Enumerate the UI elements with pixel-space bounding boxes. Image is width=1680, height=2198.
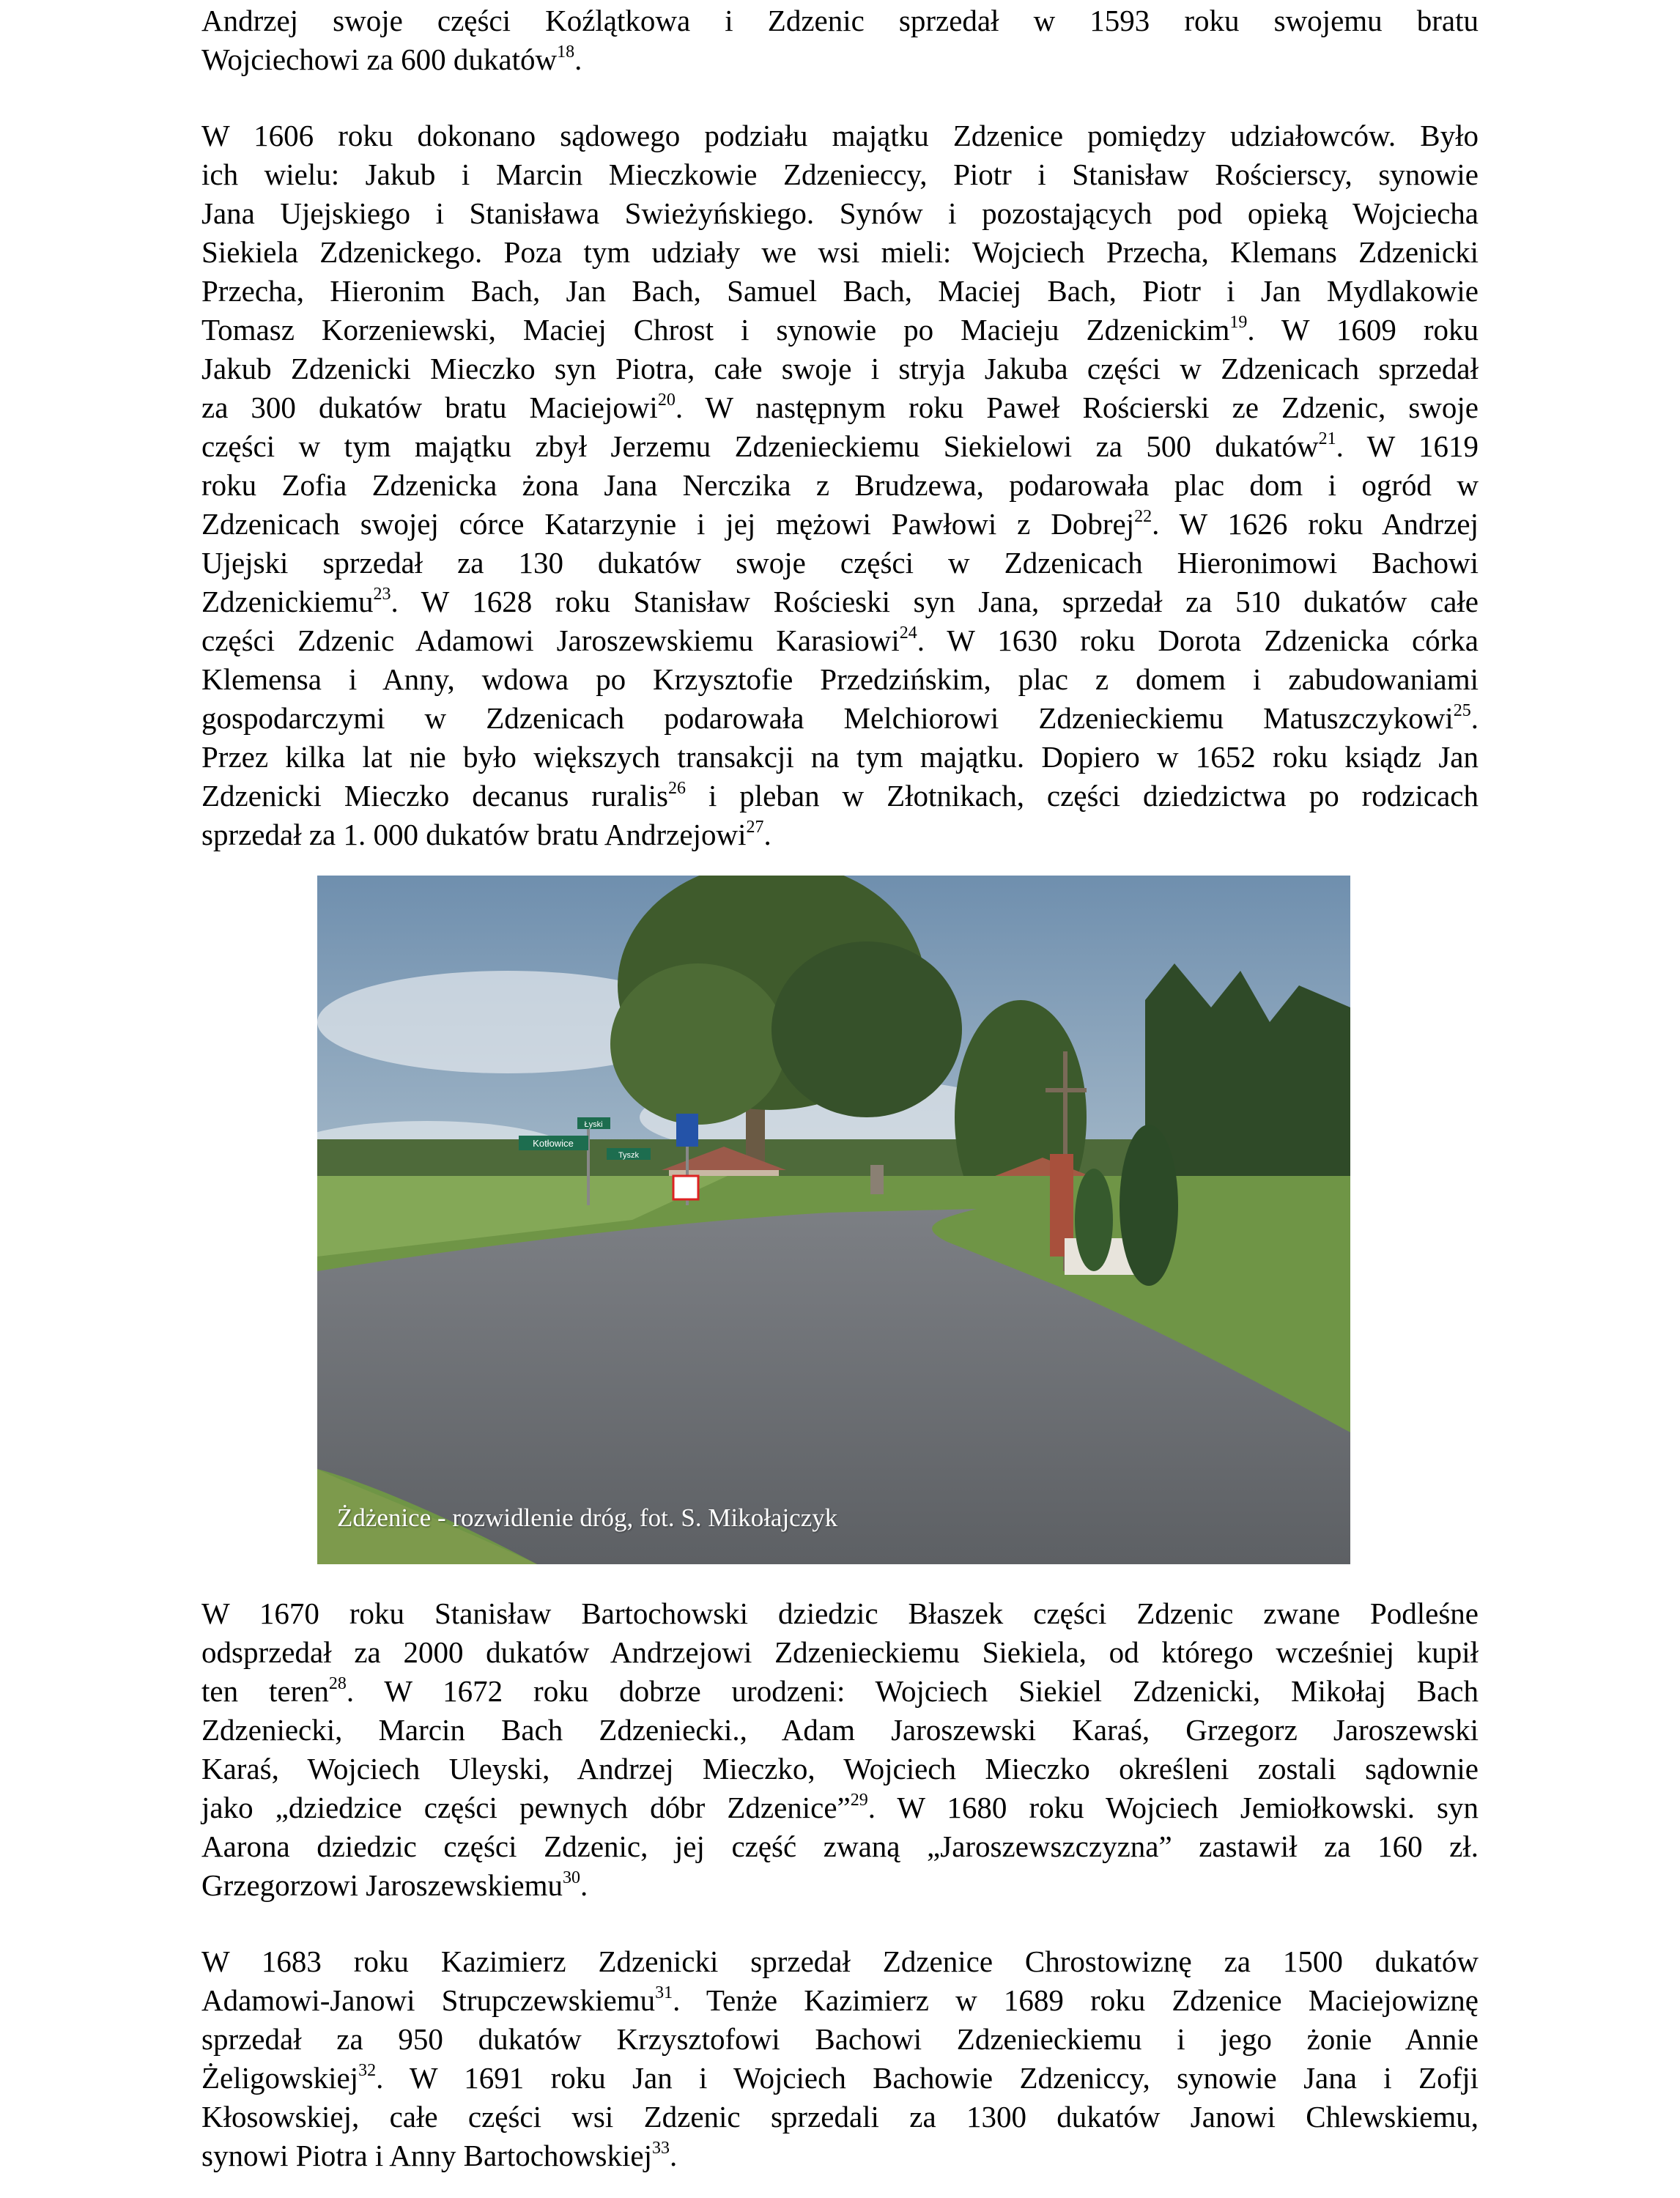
line-text: W 1670 roku Stanisław Bartochowski dziedzic Błaszek części Zdzenic zwane Podleśne	[201, 1596, 1479, 1630]
blue-sign	[676, 1114, 698, 1147]
text-line	[201, 815, 1479, 854]
line-text: sprzedał za 1. 000 dukatów bratu Andrzejowi	[201, 818, 747, 851]
photo-illustration	[317, 876, 1350, 1564]
text-line	[201, 233, 1479, 272]
line-text: W 1683 roku Kazimierz Zdzenicki sprzedał Zdzenice Chrostowiznę za 1500 dukatów	[201, 1944, 1479, 1978]
text-line	[201, 738, 1479, 777]
footnote-ref: 24	[899, 623, 917, 643]
text-line	[201, 1981, 1479, 2020]
line-text: Karaś, Wojciech Uleyski, Andrzej Mieczko, Wojciech Mieczko określeni zostali sądownie	[201, 1752, 1479, 1786]
text-line	[201, 1, 1479, 40]
text-line	[201, 116, 1479, 155]
line-text: części Zdzenic Adamowi Jaroszewskiemu Karasiowi	[201, 623, 900, 657]
line-text: .	[669, 2139, 678, 2172]
text-line	[201, 1866, 1479, 1905]
footnote-ref: 25	[1453, 701, 1471, 720]
line-text: synowi Piotra i Anny Bartochowskiej	[201, 2139, 652, 2172]
footnote-ref: 32	[358, 2061, 377, 2080]
line-text: . W 1628 roku Stanisław Rościeski syn Jana, sprzedał za 510 dukatów całe	[391, 585, 1479, 618]
text-line	[201, 311, 1479, 349]
line-text: Żeligowskiej	[201, 2061, 359, 2095]
line-text: Ujejski sprzedał za 130 dukatów swoje części w Zdzenicach Hieronimowi Bachowi	[201, 546, 1479, 580]
line-text: Zdzenickiemu	[201, 585, 374, 618]
line-text: . W 1680 roku Wojciech Jemiołkowski. syn	[867, 1791, 1479, 1824]
line-text: Klemensa i Anny, wdowa po Krzysztofie Przedzińskim, plac z domem i zabudowaniami	[201, 662, 1479, 696]
text-line	[201, 466, 1479, 505]
line-text: gospodarczymi w Zdzenicach podarowała Melchiorowi Zdzenieckiemu Matuszczykowi	[201, 701, 1454, 735]
line-text: części w tym majątku zbył Jerzemu Zdzenieckiemu Siekielowi za 500 dukatów	[201, 429, 1319, 463]
line-text: za 300 dukatów bratu Maciejowi	[201, 391, 658, 424]
line-text: Zdzeniecki, Marcin Bach Zdzeniecki., Adam Jaroszewski Karaś, Grzegorz Jaroszewski	[201, 1713, 1479, 1747]
line-text: Adamowi-Janowi Strupczewskiemu	[201, 1983, 656, 2017]
chevron-sign	[673, 1176, 698, 1199]
text-line	[201, 349, 1479, 388]
text-line	[201, 1750, 1479, 1788]
road-fork-photo	[317, 876, 1350, 1564]
line-text: Aarona dziedzic części Zdzenic, jej część zwaną „Jaroszewszczyzna” zastawił za 160 zł.	[201, 1829, 1479, 1863]
line-text: ten teren	[201, 1674, 329, 1708]
line-text: . W 1609 roku	[1247, 313, 1479, 347]
paragraph-3	[201, 1594, 1479, 1905]
text-line	[201, 194, 1479, 233]
line-text: Przez kilka lat nie było większych transakcji na tym majątku. Dopiero w 1652 roku ksiądz Jan	[201, 740, 1479, 774]
text-line	[201, 2059, 1479, 2098]
line-text: Jana Ujejskiego i Stanisława Swieżyńskiego. Synów i pozostających pod opieką Wojciecha	[201, 196, 1479, 230]
line-text: i pleban w Złotnikach, części dziedzictwa po rodzicach	[686, 779, 1479, 813]
wayside-cross-arm	[1046, 1088, 1087, 1092]
text-line	[201, 1942, 1479, 1981]
line-text: odsprzedał za 2000 dukatów Andrzejowi Zdzenieckiemu Siekiela, od którego wcześniej kupił	[201, 1635, 1479, 1669]
text-line	[201, 1788, 1479, 1827]
shrine-box	[870, 1165, 884, 1194]
tree-crown	[771, 941, 962, 1117]
line-text: Tomasz Korzeniewski, Maciej Chrost i synowie po Macieju Zdzenickim	[201, 313, 1230, 347]
text-line	[201, 1594, 1479, 1633]
photo-caption: Żdżenice - rozwidlenie dróg, fot. S. Mikołajczyk	[337, 1503, 838, 1532]
footnote-ref: 27	[746, 818, 764, 837]
text-line	[201, 388, 1479, 427]
conifer	[1075, 1169, 1113, 1271]
tree-crown	[610, 963, 786, 1125]
text-line	[201, 1633, 1479, 1672]
direction-sign-text: Łyski	[584, 1120, 603, 1129]
line-text: . W 1626 roku Andrzej	[1152, 507, 1479, 541]
line-text: . W 1619	[1336, 429, 1479, 463]
text-line	[201, 699, 1479, 738]
paragraph-4	[201, 1942, 1479, 2175]
line-text: . Tenże Kazimierz w 1689 roku Zdzenice Maciejowiznę	[673, 1983, 1479, 2017]
line-text: Przecha, Hieronim Bach, Jan Bach, Samuel Bach, Maciej Bach, Piotr i Jan Mydlakowie	[201, 274, 1479, 308]
line-text: Jakub Zdzenicki Mieczko syn Piotra, całe swoje i stryja Jakuba części w Zdzenicach sprzedał	[201, 352, 1479, 385]
conifer	[1120, 1125, 1178, 1286]
line-text: . W następnym roku Paweł Rościerski ze Zdzenic, swoje	[675, 391, 1479, 424]
footnote-ref: 20	[657, 391, 676, 410]
text-line	[201, 505, 1479, 544]
paragraph-1	[201, 1, 1479, 79]
line-text: Andrzej swoje części Koźlątkowa i Zdzenic sprzedał w 1593 roku swojemu bratu	[201, 4, 1479, 37]
text-line	[201, 427, 1479, 466]
text-line	[201, 1827, 1479, 1866]
line-text: Kłosowskiej, całe części wsi Zdzenic sprzedali za 1300 dukatów Janowi Chlewskiemu,	[201, 2100, 1479, 2134]
line-text: . W 1630 roku Dorota Zdzenicka córka	[917, 623, 1479, 657]
line-text: Grzegorzowi Jaroszewskiemu	[201, 1868, 563, 1902]
line-text: . W 1672 roku dobrze urodzeni: Wojciech Siekiel Zdzenicki, Mikołaj Bach	[346, 1674, 1479, 1708]
footnote-ref: 18	[557, 42, 575, 62]
line-text: .	[574, 42, 582, 76]
line-text: W 1606 roku dokonano sądowego podziału majątku Zdzenice pomiędzy udziałowców. Było	[201, 119, 1479, 152]
text-line	[201, 777, 1479, 815]
footnote-ref: 30	[562, 1868, 580, 1887]
text-line	[201, 582, 1479, 621]
paragraph-2	[201, 116, 1479, 854]
text-line	[201, 1672, 1479, 1711]
line-text: Zdzenicach swojej córce Katarzynie i jej mężowi Pawłowi z Dobrej	[201, 507, 1135, 541]
sign-pole	[587, 1117, 590, 1205]
text-line	[201, 660, 1479, 699]
line-text: sprzedał za 950 dukatów Krzysztofowi Bachowi Zdzenieckiemu i jego żonie Annie	[201, 2022, 1479, 2056]
text-line	[201, 2136, 1479, 2175]
footnote-ref: 22	[1134, 507, 1152, 526]
line-text: .	[1470, 701, 1479, 735]
text-line	[201, 2098, 1479, 2136]
footnote-ref: 21	[1318, 429, 1336, 448]
line-text: Siekiela Zdzenickego. Poza tym udziały we wsi mieli: Wojciech Przecha, Klemans Zdzenicki	[201, 235, 1479, 269]
footnote-ref: 28	[328, 1674, 347, 1693]
text-line	[201, 544, 1479, 582]
footnote-ref: 23	[373, 585, 391, 604]
line-text: ich wielu: Jakub i Marcin Mieczkowie Zdzenieccy, Piotr i Stanisław Rościerscy, synowie	[201, 158, 1479, 191]
footnote-ref: 26	[668, 779, 686, 798]
line-text: Zdzenicki Mieczko decanus ruralis	[201, 779, 668, 813]
pine-forest	[1145, 963, 1350, 1183]
line-text: Wojciechowi za 600 dukatów	[201, 42, 558, 76]
text-line	[201, 621, 1479, 660]
direction-sign-text: Kotłowice	[533, 1138, 574, 1149]
text-line	[201, 40, 1479, 79]
text-line	[201, 272, 1479, 311]
footnote-ref: 33	[651, 2139, 670, 2158]
line-text: . W 1691 roku Jan i Wojciech Bachowie Zdzeniccy, synowie Jana i Zofji	[376, 2061, 1479, 2095]
text-line	[201, 155, 1479, 194]
footnote-ref: 19	[1229, 313, 1248, 332]
direction-sign-text: Tyszk	[618, 1151, 640, 1160]
footnote-ref: 29	[850, 1791, 868, 1810]
line-text: .	[580, 1868, 588, 1902]
footnote-ref: 31	[655, 1983, 673, 2002]
line-text: .	[763, 818, 771, 851]
line-text: roku Zofia Zdzenicka żona Jana Nerczika z Brudzewa, podarowała plac dom i ogród w	[201, 468, 1479, 502]
line-text: jako „dziedzice części pewnych dóbr Zdzenice”	[201, 1791, 851, 1824]
text-line	[201, 1711, 1479, 1750]
text-line	[201, 2020, 1479, 2059]
